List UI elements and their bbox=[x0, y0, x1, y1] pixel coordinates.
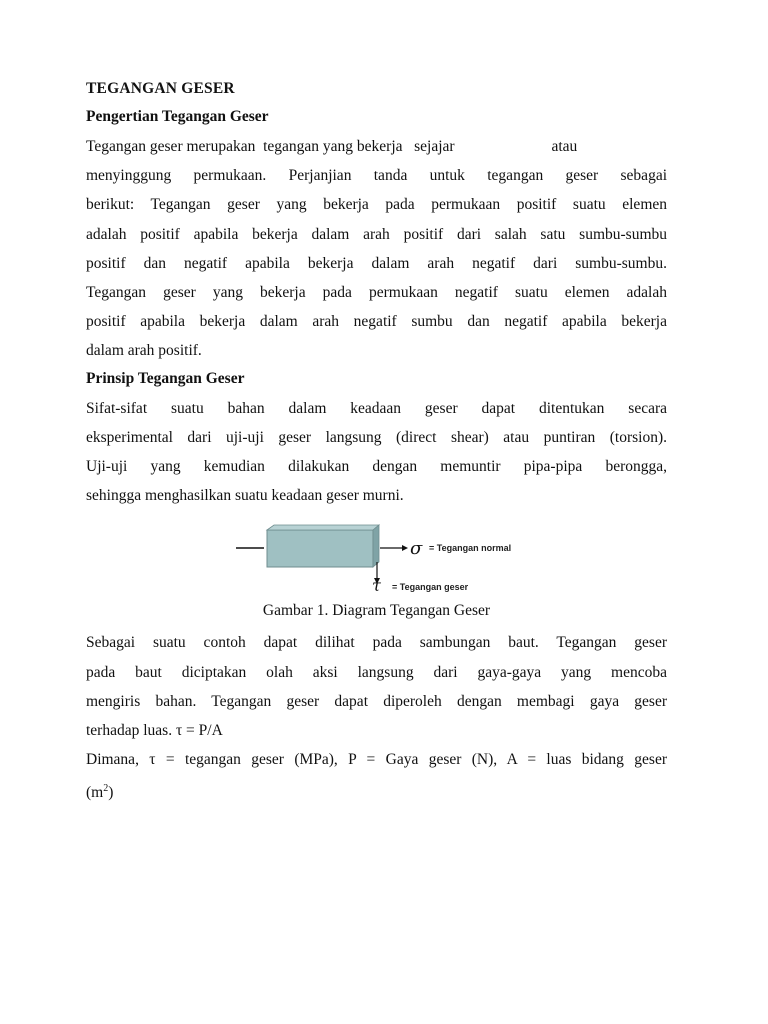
paragraph-line: berikut: Tegangan geser yang bekerja pada permukaan positif suatu elemen bbox=[86, 196, 667, 214]
paragraph-pengertian bbox=[86, 132, 667, 366]
document-title: TEGANGAN GESER bbox=[86, 80, 235, 97]
paragraph-line: sehingga menghasilkan suatu keadaan geser murni. bbox=[86, 487, 404, 505]
paragraph-line: Tegangan geser yang bekerja pada permukaan negatif suatu elemen adalah bbox=[86, 284, 667, 302]
paragraph-line: mengiris bahan. Tegangan geser dapat diperoleh dengan membagi gaya geser bbox=[86, 692, 667, 710]
paragraph-line: Sebagai suatu contoh dapat dilihat pada sambungan baut. Tegangan geser bbox=[86, 634, 667, 652]
paragraph-prinsip bbox=[86, 394, 667, 511]
diagram-svg bbox=[86, 522, 667, 594]
unit-suffix: ) bbox=[108, 784, 114, 802]
paragraph-line: menyinggung permukaan. Perjanjian tanda untuk tegangan geser sebagai bbox=[86, 167, 667, 185]
stress-element-block bbox=[267, 530, 373, 567]
sigma-symbol: σ bbox=[410, 538, 423, 560]
paragraph-line: positif dan negatif apabila bekerja dalam arah negatif dari sumbu-sumbu. bbox=[86, 254, 667, 272]
paragraph-line: adalah positif apabila bekerja dalam arah positif dari salah satu sumbu-sumbu bbox=[86, 225, 667, 243]
sigma-label: = Tegangan normal bbox=[429, 543, 512, 554]
paragraph-line: Sifat-sifat suatu bahan dalam keadaan geser dapat ditentukan secara bbox=[86, 399, 667, 417]
paragraph-line: positif apabila bekerja dalam arah negatif sumbu dan negatif apabila bekerja bbox=[86, 313, 667, 331]
paragraph-line: dalam arah positif. bbox=[86, 342, 202, 360]
unit-prefix: (m bbox=[86, 784, 104, 802]
shear-stress-diagram bbox=[86, 522, 667, 594]
paragraph-line: terhadap luas. τ = P/A bbox=[86, 722, 223, 740]
paragraph-line: eksperimental dari uji-uji geser langsung (direct shear) atau puntiran (torsion). bbox=[86, 428, 667, 446]
unit-line bbox=[86, 774, 667, 807]
tau-symbol: τ bbox=[372, 576, 381, 595]
paragraph-line: Uji-uji yang kemudian dilakukan dengan memuntir pipa-pipa berongga, bbox=[86, 458, 667, 476]
paragraph-line: pada baut diciptakan olah aksi langsung dari gaya-gaya yang mencoba bbox=[86, 663, 667, 681]
section-heading-pengertian: Pengertian Tegangan Geser bbox=[86, 108, 269, 125]
paragraph-contoh bbox=[86, 628, 667, 807]
paragraph-line: Dimana, τ = tegangan geser (MPa), P = Gaya geser (N), A = luas bidang geser bbox=[86, 751, 667, 769]
section-heading-prinsip: Prinsip Tegangan Geser bbox=[86, 369, 245, 387]
paragraph-line: Tegangan geser merupakan tegangan yang bekerja sejajar atau bbox=[86, 138, 578, 155]
block-side-face bbox=[373, 525, 379, 567]
sigma-arrow-head bbox=[402, 545, 408, 551]
figure-caption: Gambar 1. Diagram Tegangan Geser bbox=[262, 602, 491, 620]
block-top-face bbox=[267, 525, 379, 530]
tau-label: = Tegangan geser bbox=[392, 582, 469, 593]
unit-exponent: 2 bbox=[103, 783, 109, 795]
